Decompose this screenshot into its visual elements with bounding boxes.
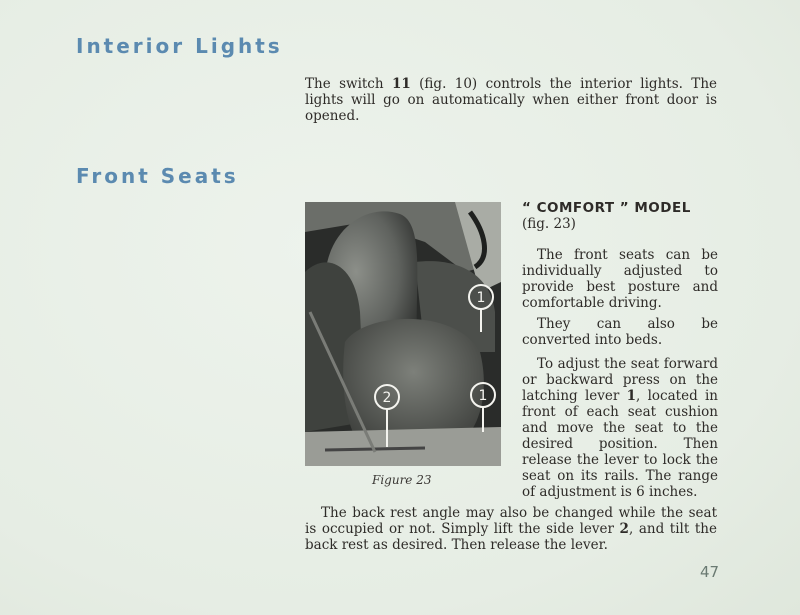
switch-number: 11 [391, 76, 411, 92]
comfort-paragraph-1: The front seats can be individually adjusted to provide best posture and comfortable driving. [522, 247, 718, 311]
callout-1-top: 1 [476, 290, 486, 306]
figure-23-photo [305, 202, 501, 466]
figure-caption: Figure 23 [372, 473, 432, 487]
back-rest-text-b: , and tilt the back rest as desired. Then release the lever. [305, 521, 717, 553]
heading-interior-lights: Interior Lights [76, 34, 283, 58]
interior-lights-paragraph [305, 76, 717, 124]
heading-front-seats: Front Seats [76, 164, 239, 188]
interior-text-b: (fig. 10) controls the interior lights. The lights will go on automatically when either front door is opened. [305, 76, 717, 124]
comfort-model-heading: “ COMFORT ” MODEL [522, 200, 691, 216]
back-rest-paragraph [305, 505, 717, 553]
interior-text-a: The switch [305, 76, 392, 92]
comfort-paragraph-3 [522, 356, 718, 500]
back-rest-lever-number: 2 [619, 521, 629, 537]
seat-photo-illustration [305, 202, 501, 466]
comfort-paragraph-2: They can also be converted into beds. [522, 316, 718, 348]
para3-text-b: , located in front of each seat cushion and move the seat to the desired position. Then release the lever to lock the seat on its rails. The range of adjustment is 6 inches. [522, 388, 718, 500]
back-rest-text-a: The back rest angle may also be changed while the seat is occupied or not. Simply lift the side lever [305, 505, 717, 537]
para3-text-a: To adjust the seat forward or backward press on the latching lever [522, 356, 718, 404]
callout-2: 2 [382, 390, 392, 406]
para3-lever-number: 1 [626, 388, 637, 404]
callout-1-bottom: 1 [478, 388, 488, 404]
comfort-fig-reference: (fig. 23) [522, 216, 576, 232]
page-number: 47 [700, 563, 720, 581]
